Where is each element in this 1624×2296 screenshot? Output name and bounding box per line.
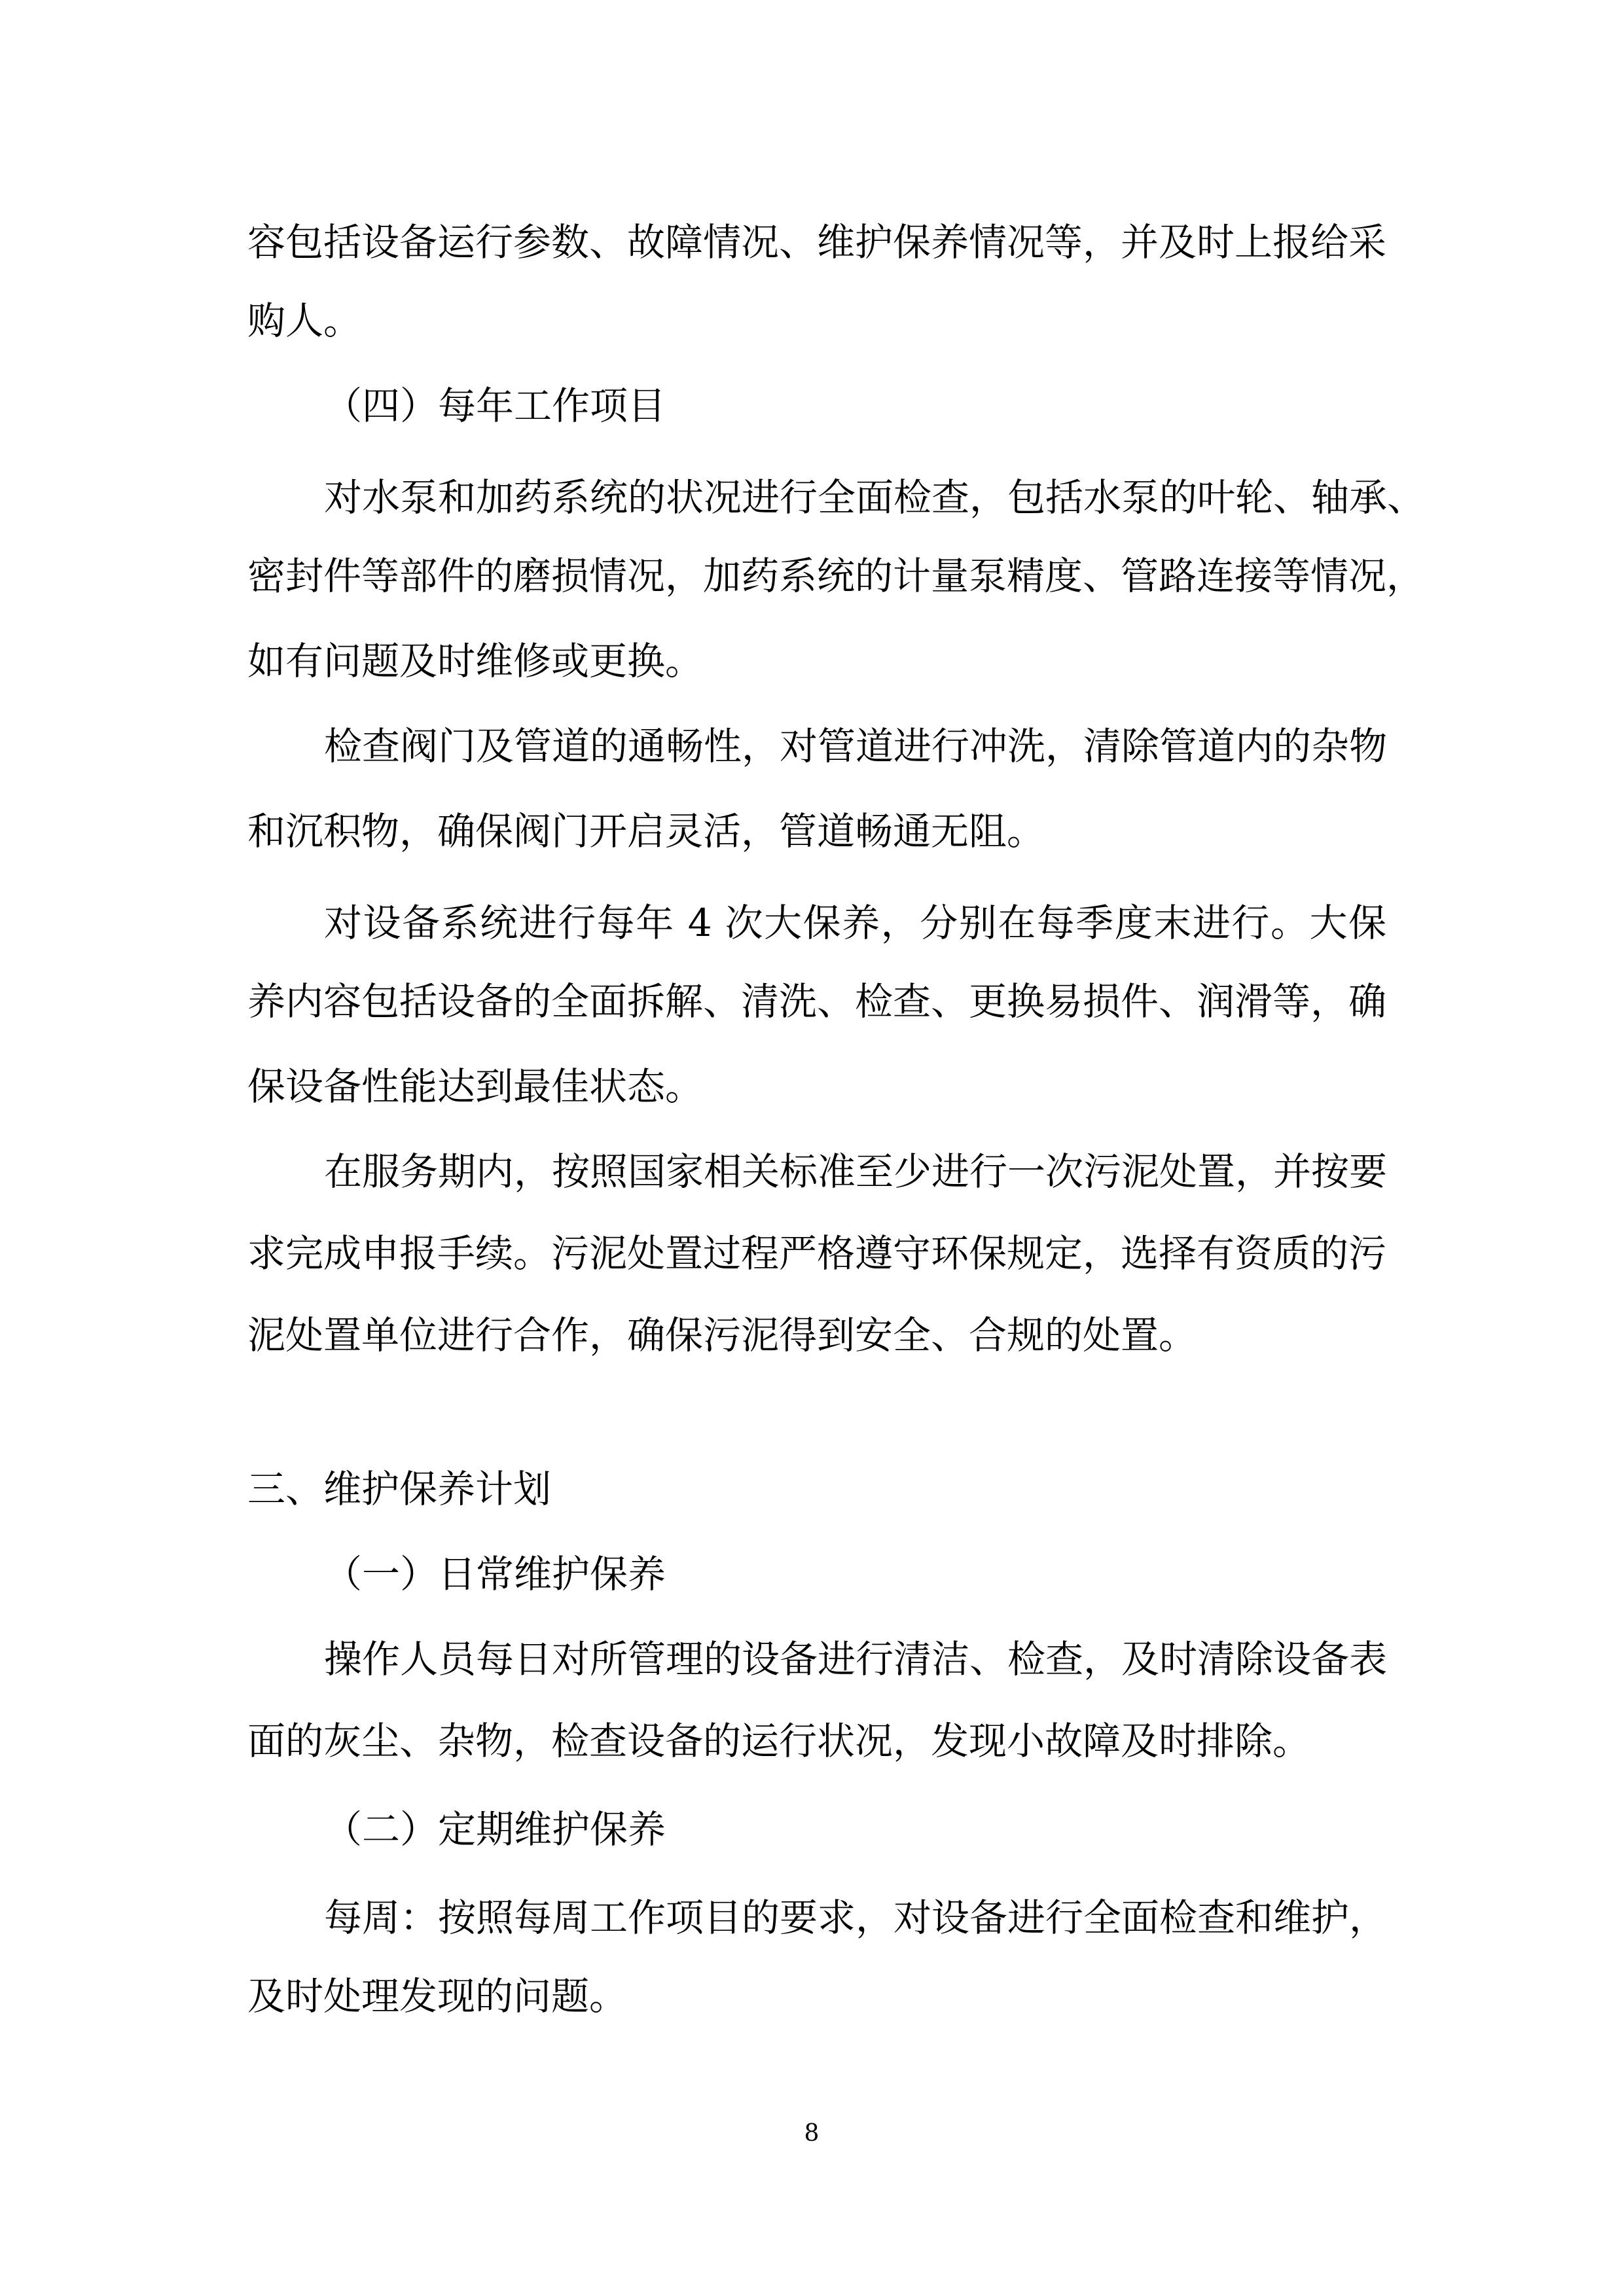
paragraph-line: 如有问题及时维修或更换。 (247, 639, 704, 683)
section-subheading: （四）每年工作项目 (324, 384, 666, 428)
paragraph-line: 养内容包括设备的全面拆解、清洗、检查、更换易损件、润滑等，确 (247, 979, 1387, 1024)
paragraph-line: 密封件等部件的磨损情况，加药系统的计量泵精度、管路连接等情况， (247, 554, 1425, 598)
paragraph-line: 在服务期内，按照国家相关标准至少进行一次污泥处置，并按要 (324, 1149, 1388, 1194)
paragraph-line: 操作人员每日对所管理的设备进行清洁、检查，及时清除设备表 (324, 1637, 1388, 1681)
paragraph-line: 和沉积物，确保阀门开启灵活，管道畅通无阻。 (247, 809, 1045, 853)
paragraph-line: 对水泵和加药系统的状况进行全面检查，包括水泵的叶轮、轴承、 (324, 475, 1426, 520)
paragraph-line: 求完成申报手续。污泥处置过程严格遵守环保规定，选择有资质的污 (247, 1231, 1387, 1276)
section-heading: 三、维护保养计划 (247, 1467, 552, 1511)
paragraph-line: 容包括设备运行参数、故障情况、维护保养情况等，并及时上报给采 (247, 220, 1387, 264)
paragraph-line: 及时处理发现的问题。 (247, 1974, 628, 2018)
section-subheading: （一）日常维护保养 (324, 1552, 666, 1596)
paragraph-line: 保设备性能达到最佳状态。 (247, 1064, 704, 1109)
paragraph-line: 购人。 (247, 298, 362, 343)
page-number: 8 (804, 2120, 820, 2147)
paragraph-line: 每周：按照每周工作项目的要求，对设备进行全面检查和维护， (324, 1895, 1388, 1940)
paragraph-line: 泥处置单位进行合作，确保污泥得到安全、合规的处置。 (247, 1313, 1197, 1357)
paragraph-line: 检查阀门及管道的通畅性，对管道进行冲洗，清除管道内的杂物 (324, 724, 1388, 768)
section-subheading: （二）定期维护保养 (324, 1807, 666, 1852)
paragraph-line: 面的灰尘、杂物，检查设备的运行状况，发现小故障及时排除。 (247, 1719, 1311, 1763)
paragraph-line: 对设备系统进行每年 4 次大保养，分别在每季度末进行。大保 (324, 901, 1386, 945)
